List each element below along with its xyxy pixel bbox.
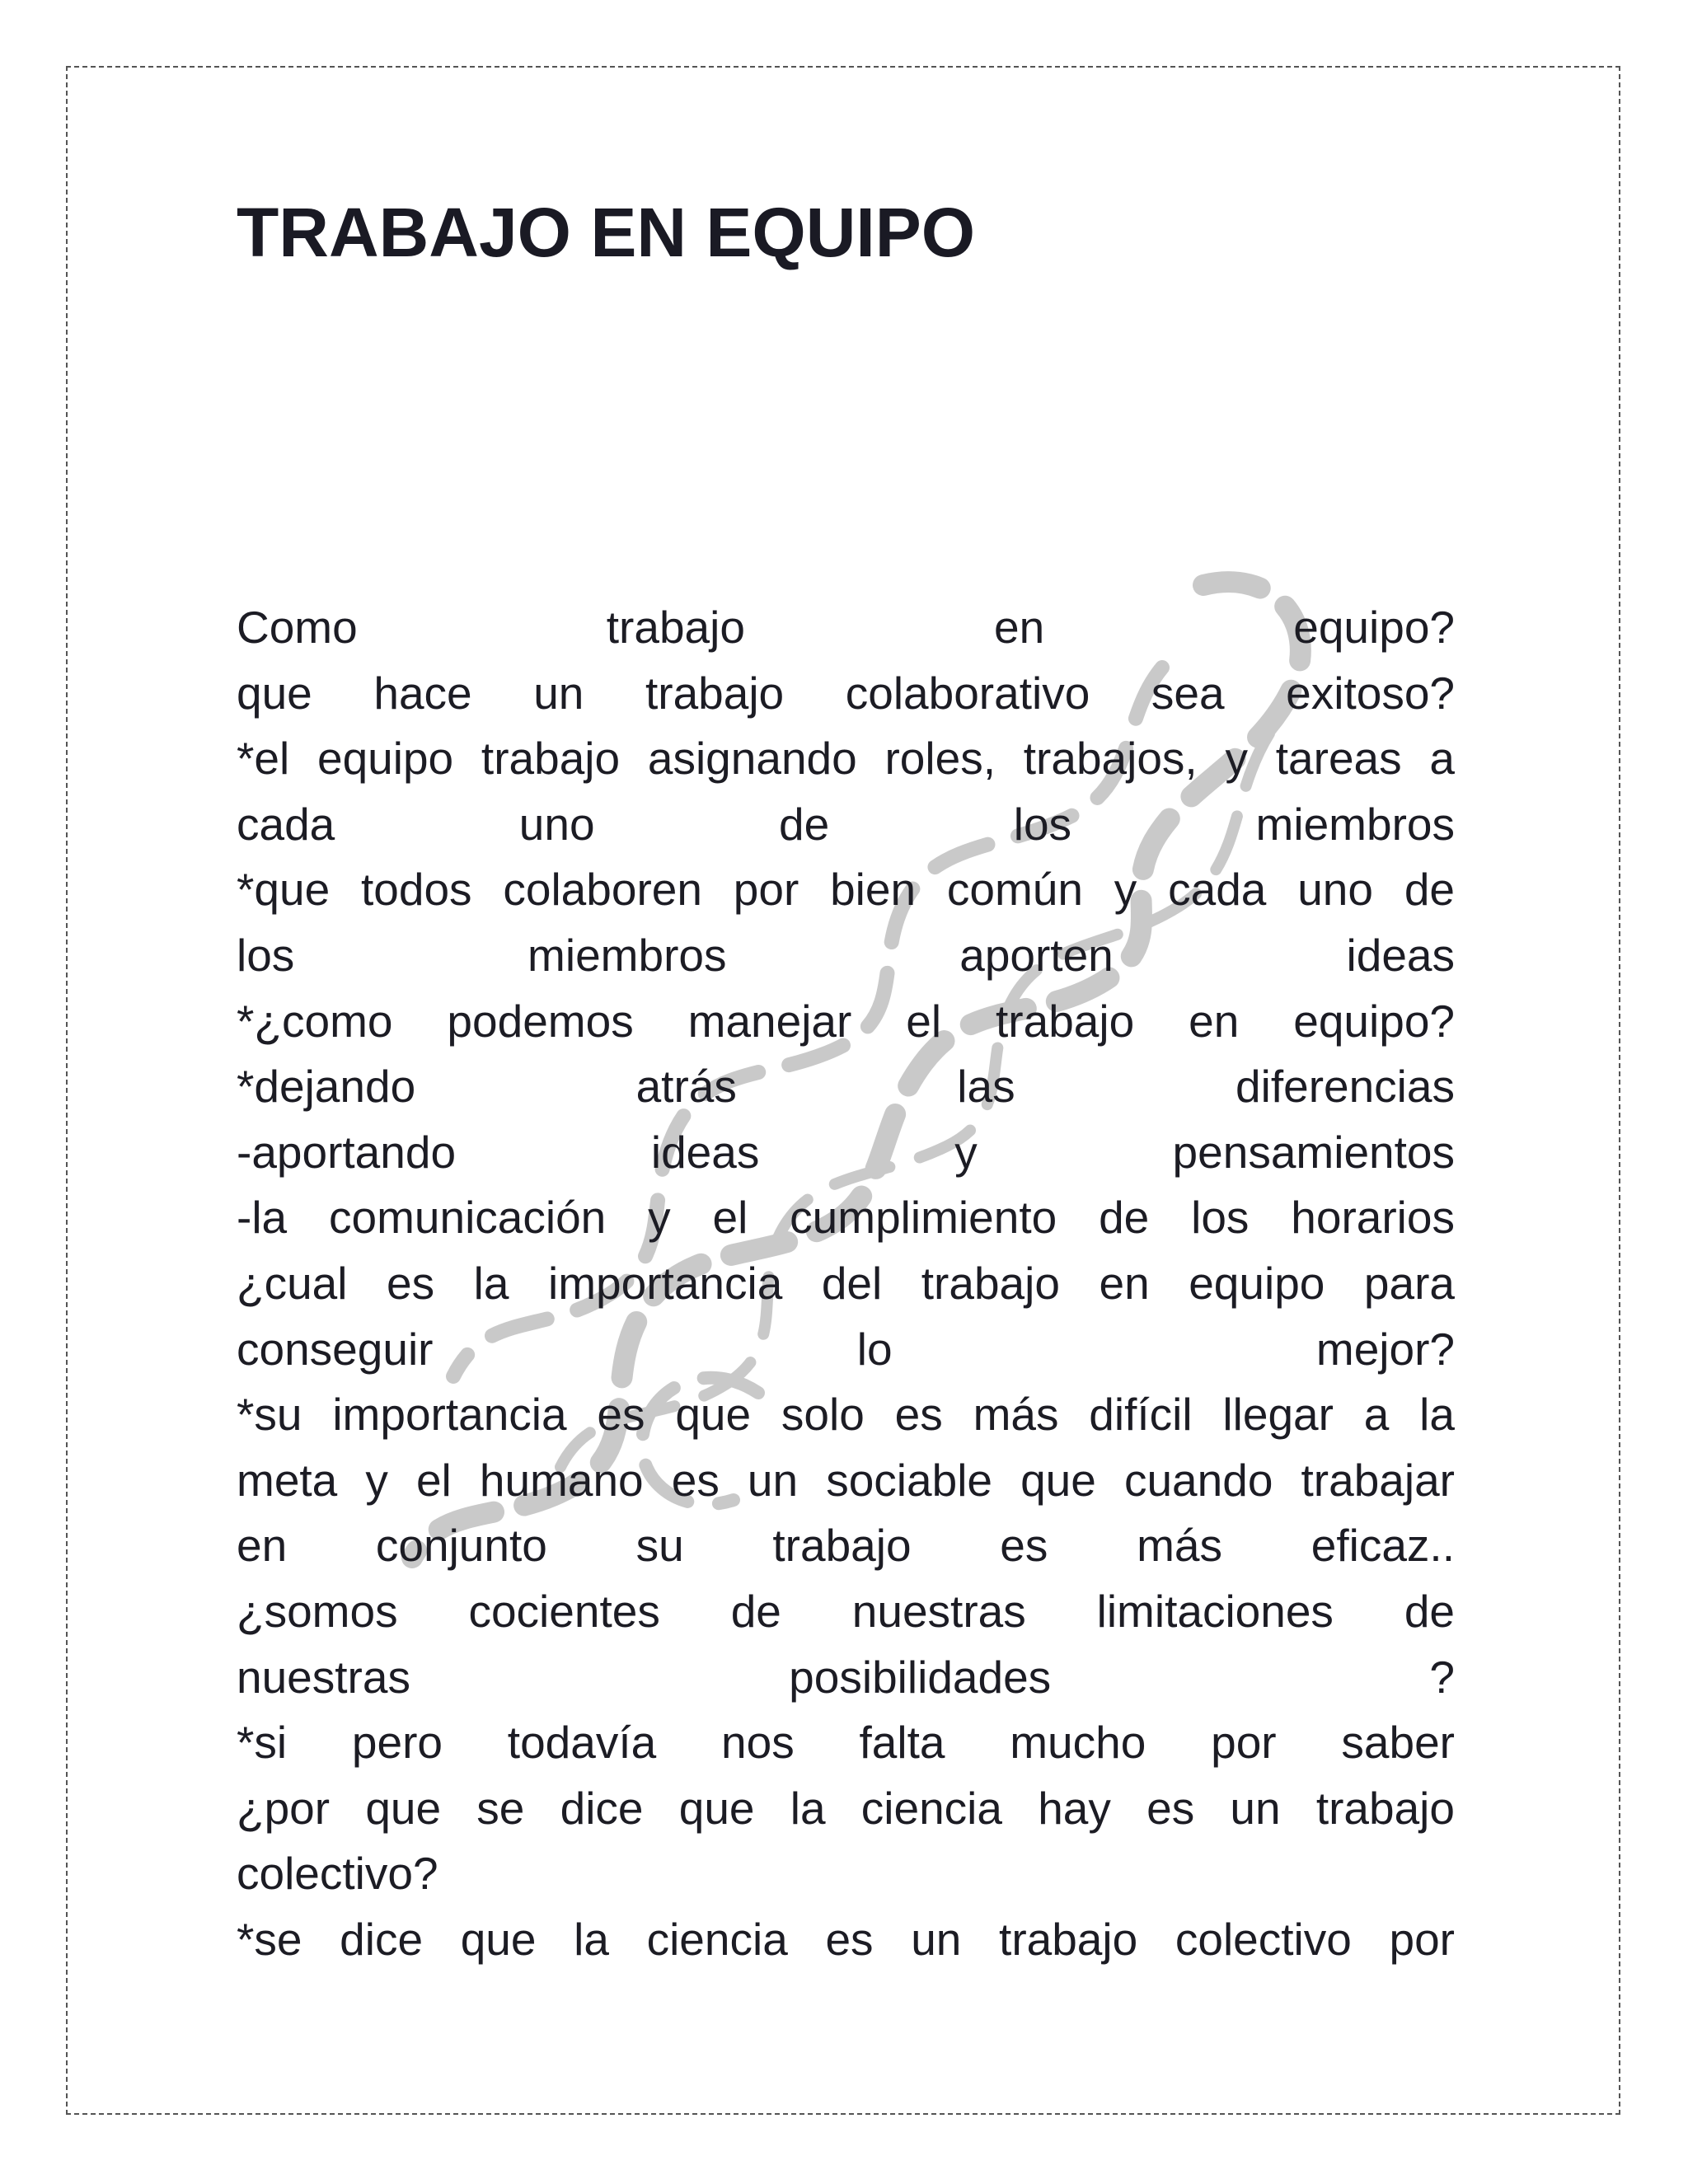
text-line: colectivo? [237,1848,438,1900]
text-line: ¿somos cocientes de nuestras limitaciones de [237,1585,1455,1637]
text-line: cada uno de los miembros [237,798,1455,850]
text-line: *su importancia es que solo es más difícil llegar a la [237,1389,1455,1441]
text-line: que hace un trabajo colaborativo sea exitoso? [237,667,1455,719]
text-line: en conjunto su trabajo es más eficaz.. [237,1520,1455,1572]
text-line: meta y el humano es un sociable que cuando trabajar [237,1454,1455,1506]
body-text [237,595,1455,1972]
text-line: *el equipo trabajo asignando roles, trabajos, y tareas a [237,733,1455,785]
text-line: *se dice que la ciencia es un trabajo colectivo por [237,1913,1455,1965]
text-line: *dejando atrás las diferencias [237,1061,1455,1113]
text-line: nuestras posibilidades ? [237,1651,1455,1703]
text-line: -aportando ideas y pensamientos [237,1126,1455,1178]
text-line: Como trabajo en equipo? [237,602,1455,653]
page-title: TRABAJO EN EQUIPO [237,194,976,271]
text-line: ¿cual es la importancia del trabajo en equipo para [237,1257,1455,1309]
text-line: ¿por que se dice que la ciencia hay es un trabajo [237,1782,1455,1834]
text-line: *que todos colaboren por bien común y cada uno de [237,864,1455,916]
text-line: *si pero todavía nos falta mucho por saber [237,1717,1455,1769]
text-line: conseguir lo mejor? [237,1323,1455,1375]
text-line: *¿como podemos manejar el trabajo en equipo? [237,995,1455,1047]
text-line: -la comunicación y el cumplimiento de los horarios [237,1192,1455,1244]
text-line: los miembros aporten ideas [237,929,1455,981]
